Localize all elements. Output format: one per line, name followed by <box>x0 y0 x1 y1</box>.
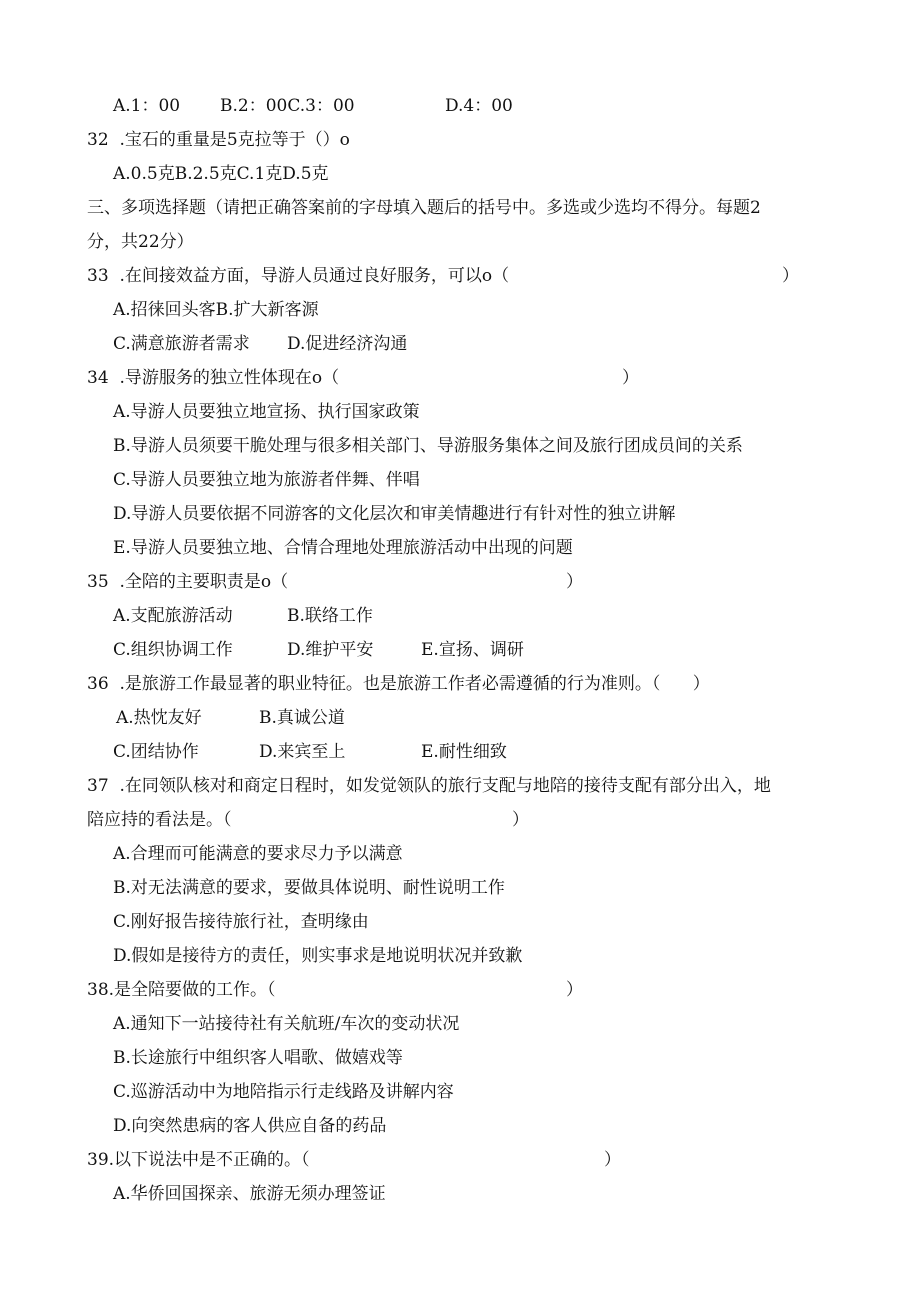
q37-option-d: D.假如是接待方的责任，则实事求是地说明状况并致歉 <box>113 946 523 966</box>
q33-option-d: D.促进经济沟通 <box>287 334 408 354</box>
q34-option-d: D.导游人员要依据不同游客的文化层次和审美情趣进行有针对性的独立讲解 <box>113 504 676 524</box>
q39-stem: 39.以下说法中是不正确的。（ <box>87 1150 310 1170</box>
q35-stem: 35 .全陪的主要职责是o（ <box>87 572 289 592</box>
q36-option-a: A.热忱友好 <box>116 708 202 728</box>
q35-option-b: B.联络工作 <box>287 606 373 626</box>
q34-option-b: B.导游人员须要干脆处理与很多相关部门、导游服务集体之间及旅行团成员间的关系 <box>113 436 743 456</box>
q33-options-ab: A.招徕回头客B.扩大新客源 <box>113 300 319 320</box>
q39-close-paren: ） <box>604 1150 621 1170</box>
q37-stem-line2: 陪应持的看法是。（ <box>87 810 232 830</box>
section3-heading-line1: 三、多项选择题（请把正确答案前的字母填入题后的括号中。多选或少选均不得分。每题2 <box>87 198 761 218</box>
q36-option-c: C.团结协作 <box>113 742 199 762</box>
q33-stem: 33 .在间接效益方面，导游人员通过良好服务，可以o（ <box>87 266 510 286</box>
q32-options: A.0.5克B.2.5克C.1克D.5克 <box>113 164 329 184</box>
q38-option-c: C.巡游活动中为地陪指示行走线路及讲解内容 <box>113 1082 454 1102</box>
q34-option-a: A.导游人员要独立地宣扬、执行国家政策 <box>113 402 420 422</box>
q34-close-paren: ） <box>622 368 639 388</box>
q37-option-b: B.对无法满意的要求，要做具体说明、耐性说明工作 <box>113 878 505 898</box>
q35-option-a: A.支配旅游活动 <box>113 606 233 626</box>
q38-close-paren: ） <box>566 980 583 1000</box>
q31-option-a: A.1：00 <box>113 96 181 116</box>
q36-option-d: D.来宾至上 <box>259 742 346 762</box>
q35-option-d: D.维护平安 <box>287 640 374 660</box>
q37-option-c: C.刚好报告接待旅行社，查明缘由 <box>113 912 369 932</box>
q39-option-a: A.华侨回国探亲、旅游无须办理签证 <box>113 1184 386 1204</box>
q34-option-e: E.导游人员要独立地、合情合理地处理旅游活动中出现的问题 <box>113 538 573 558</box>
q36-option-b: B.真诚公道 <box>259 708 345 728</box>
q38-option-a: A.通知下一站接待社有关航班/车次的变动状况 <box>113 1014 460 1034</box>
q38-option-d: D.向突然患病的客人供应自备的药品 <box>113 1116 387 1136</box>
q35-option-c: C.组织协调工作 <box>113 640 233 660</box>
q31-option-bc: B.2：00C.3：00 <box>220 96 355 116</box>
q38-stem: 38.是全陪要做的工作。（ <box>87 980 276 1000</box>
q37-stem-line1: 37 .在同领队核对和商定日程时，如发觉领队的旅行支配与地陪的接待支配有部分出入，地 <box>87 776 771 796</box>
q35-option-e: E.宣扬、调研 <box>421 640 524 660</box>
q32-stem: 32 .宝石的重量是5克拉等于（）o <box>87 130 350 150</box>
section3-heading-line2: 分，共22分） <box>87 232 194 252</box>
q38-option-b: B.长途旅行中组织客人唱歌、做嬉戏等 <box>113 1048 403 1068</box>
q33-close-paren: ） <box>782 266 799 286</box>
q33-option-c: C.满意旅游者需求 <box>113 334 250 354</box>
q36-option-e: E.耐性细致 <box>421 742 507 762</box>
q31-option-d: D.4：00 <box>445 96 513 116</box>
q37-close-paren: ） <box>512 810 529 830</box>
q35-close-paren: ） <box>566 572 583 592</box>
q37-option-a: A.合理而可能满意的要求尽力予以满意 <box>113 844 403 864</box>
q34-option-c: C.导游人员要独立地为旅游者伴舞、伴唱 <box>113 470 420 490</box>
q34-stem: 34 .导游服务的独立性体现在o（ <box>87 368 340 388</box>
q36-stem: 36 .是旅游工作最显著的职业特征。也是旅游工作者必需遵循的行为准则。（ ） <box>87 674 710 694</box>
